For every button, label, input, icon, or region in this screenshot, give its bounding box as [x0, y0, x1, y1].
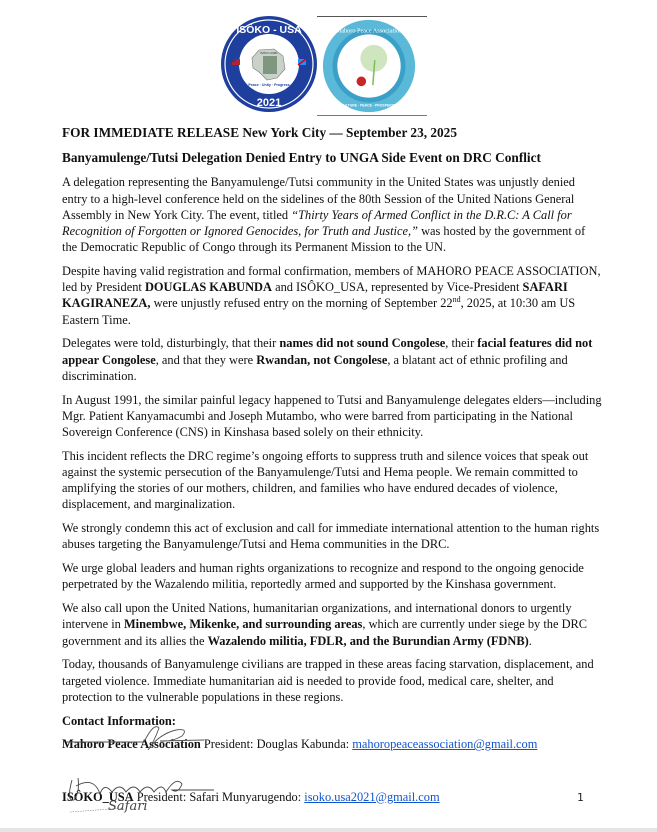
signature-safari-munyarugendo [64, 772, 234, 822]
headline: Banyamulenge/Tutsi Delegation Denied Entry to UNGA Side Event on DRC Conflict [62, 150, 541, 166]
paragraph-8: We also call upon the United Nations, humanitarian organizations, and international donors to urgently intervene in Minembwe, Mikenke, and surrounding areas, which are currently under siege by the DRC government and its allies the Wazalendo militia, FDLR, and the Burundian Army (FDNB). [62, 601, 588, 648]
paragraph-6: We strongly condemn this act of exclusion and call for immediate international attention to the human rights abuses targeting the Banyamulenge/Tutsi and Hema communities in the DRC. [62, 521, 600, 552]
isoko-logo-title: ISÔKO - USA [236, 24, 302, 36]
mahoro-logo-name: Mahoro Peace Association [335, 27, 403, 35]
isoko-usa-logo [219, 14, 319, 114]
mahoro-email-link[interactable]: mahoropeaceassociation@gmail.com [352, 737, 538, 752]
paragraph-2: Despite having valid registration and formal confirmation, members of MAHORO PEACE ASSOCIATION, led by President DOUGLAS KABUNDA and ISÔKO_USA, represented by Vice-President SAFARI KAGIRANEZA, were unjustly refused entry on the morning of September 22nd, 2025, at 10:30 am US Eastern Time. [62, 264, 601, 327]
paragraph-1: A delegation representing the Banyamulenge/Tutsi community in the United States was unjustly denied entry to a high-level conference held on the sidelines of the 80th Session of the United Nations General Assembly in New York City. The event, titled “Thirty Years of Armed Conflict in the D.R.C: A Call for Recognition of Forgotten or Ignored Genocides, for Truth and Justice,” was hosted by the government of the Democratic Republic of Congo through its Permanent Mission to the UN. [62, 175, 586, 255]
contact-heading: Contact Information: [62, 713, 176, 728]
isoko-logo-center-label: ISÔKO ASBL [260, 51, 278, 55]
paragraph-5: This incident reflects the DRC regime’s ongoing efforts to suppress truth and silence voices that speak out against the systemic persecution of the Banyamulenge/Tutsi and Hema people. We remain committed to amplifying the stories of our mothers, children, and families who have endured decades of violence, displacement, and marginalization. [62, 448, 589, 512]
mahoro-peace-association-logo [321, 18, 417, 114]
press-release-body [62, 120, 602, 812]
signature-douglas-kabunda [64, 720, 214, 752]
paragraph-3: Delegates were told, disturbingly, that their names did not sound Congolese, their facial features did not appear Congolese, and that they were Rwandan, not Congolese, a blatant act of ethnic profiling and discrimination. [62, 336, 593, 383]
paragraph-7: We urge global leaders and human rights organizations to recognize and respond to the ongoing genocide perpetrated by the Wazalendo militia, reportedly armed and supported by the Kinshasa government. [62, 561, 584, 592]
event-title: “Thirty Years of Armed Conflict in the D.R.C: A Call for Recognition of Forgotten or Ignored Genocides, for Truth and Justice,” [62, 207, 572, 239]
paragraph-9: Today, thousands of Banyamulenge civilians are trapped in these areas facing starvation, displacement, and targeted violence. Immediate humanitarian aid is needed to provide food, medical care, shelter, and protection to the vulnerable populations in these regions. [62, 657, 594, 704]
contact-isoko: ISÔKO_USA President: Safari Munyarugendo: isoko.usa2021@gmail.com [62, 789, 440, 804]
mahoro-logo-frame [317, 16, 427, 116]
mahoro-logo-motto: CULTURE · PEACE · PROSPERITY [340, 103, 398, 108]
isoko-logo-year: 2021 [256, 97, 282, 109]
contact-mahoro: Mahoro Peace Association President: Douglas Kabunda: mahoropeaceassociation@gmail.com [62, 737, 538, 752]
isoko-logo-motto: Peace · Unity · Progress [248, 83, 290, 87]
isoko-email-link[interactable]: isoko.usa2021@gmail.com [304, 789, 440, 804]
page-bottom-edge [0, 828, 657, 832]
release-line: FOR IMMEDIATE RELEASE New York City — September 23, 2025 [62, 125, 457, 140]
page-number: 1 [577, 791, 584, 804]
signature-safari-text: Safari [108, 799, 148, 814]
paragraph-4: In August 1991, the similar painful legacy happened to Tutsi and Banyamulenge delegates elders—including Mgr. Patient Kanyamacumbi and Joseph Mutambo, who were barred from participating in the National Sovereign Conference (CNS) in Kinshasa based solely on their ethnicity. [62, 392, 602, 440]
logo-header [219, 12, 434, 116]
